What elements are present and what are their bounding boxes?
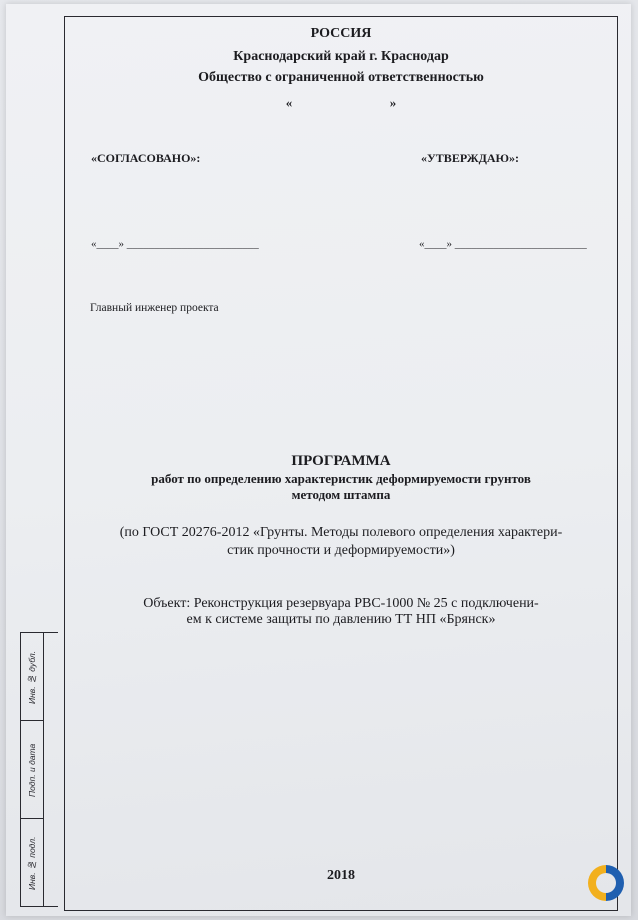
object-line1: Объект: Реконструкция резервуара РВС-1000 № 25 с подключени- — [143, 596, 539, 611]
gost-line2: стик прочности и деформируемости») — [227, 543, 455, 558]
approved-label: «УТВЕРЖДАЮ»: — [421, 151, 520, 165]
header-org-name: « » — [285, 95, 397, 110]
stamp-label-dubl: Инв. № дубл. — [27, 650, 37, 704]
date-line-left: «____» ________________________ — [91, 238, 259, 250]
header-country: РОССИЯ — [310, 26, 372, 41]
stamp-label-signature: Подп. и дата — [27, 743, 37, 797]
program-title: ПРОГРАММА — [291, 453, 391, 469]
document-year: 2018 — [327, 868, 355, 883]
header-region: Краснодарский край г. Краснодар — [233, 49, 449, 64]
brand-logo-icon — [585, 862, 627, 904]
agreed-label: «СОГЛАСОВАНО»: — [91, 151, 201, 165]
program-subtitle-line1: работ по определению характеристик деформируемости грунтов — [151, 471, 531, 486]
gost-line1: (по ГОСТ 20276-2012 «Грунты. Методы полевого определения характери- — [119, 525, 563, 540]
object-line2: ем к системе защиты по давлению ТТ НП «Брянск» — [186, 612, 496, 627]
header-org-type: Общество с ограниченной ответственностью — [198, 70, 484, 85]
date-line-right: «____» ________________________ — [419, 238, 587, 250]
stamp-label-original: Инв. № подл. — [27, 836, 37, 891]
side-stamp-block — [20, 632, 58, 907]
stamp-divider — [43, 633, 44, 906]
program-subtitle-line2: методом штампа — [291, 487, 391, 502]
chief-engineer-label: Главный инженер проекта — [90, 302, 219, 314]
